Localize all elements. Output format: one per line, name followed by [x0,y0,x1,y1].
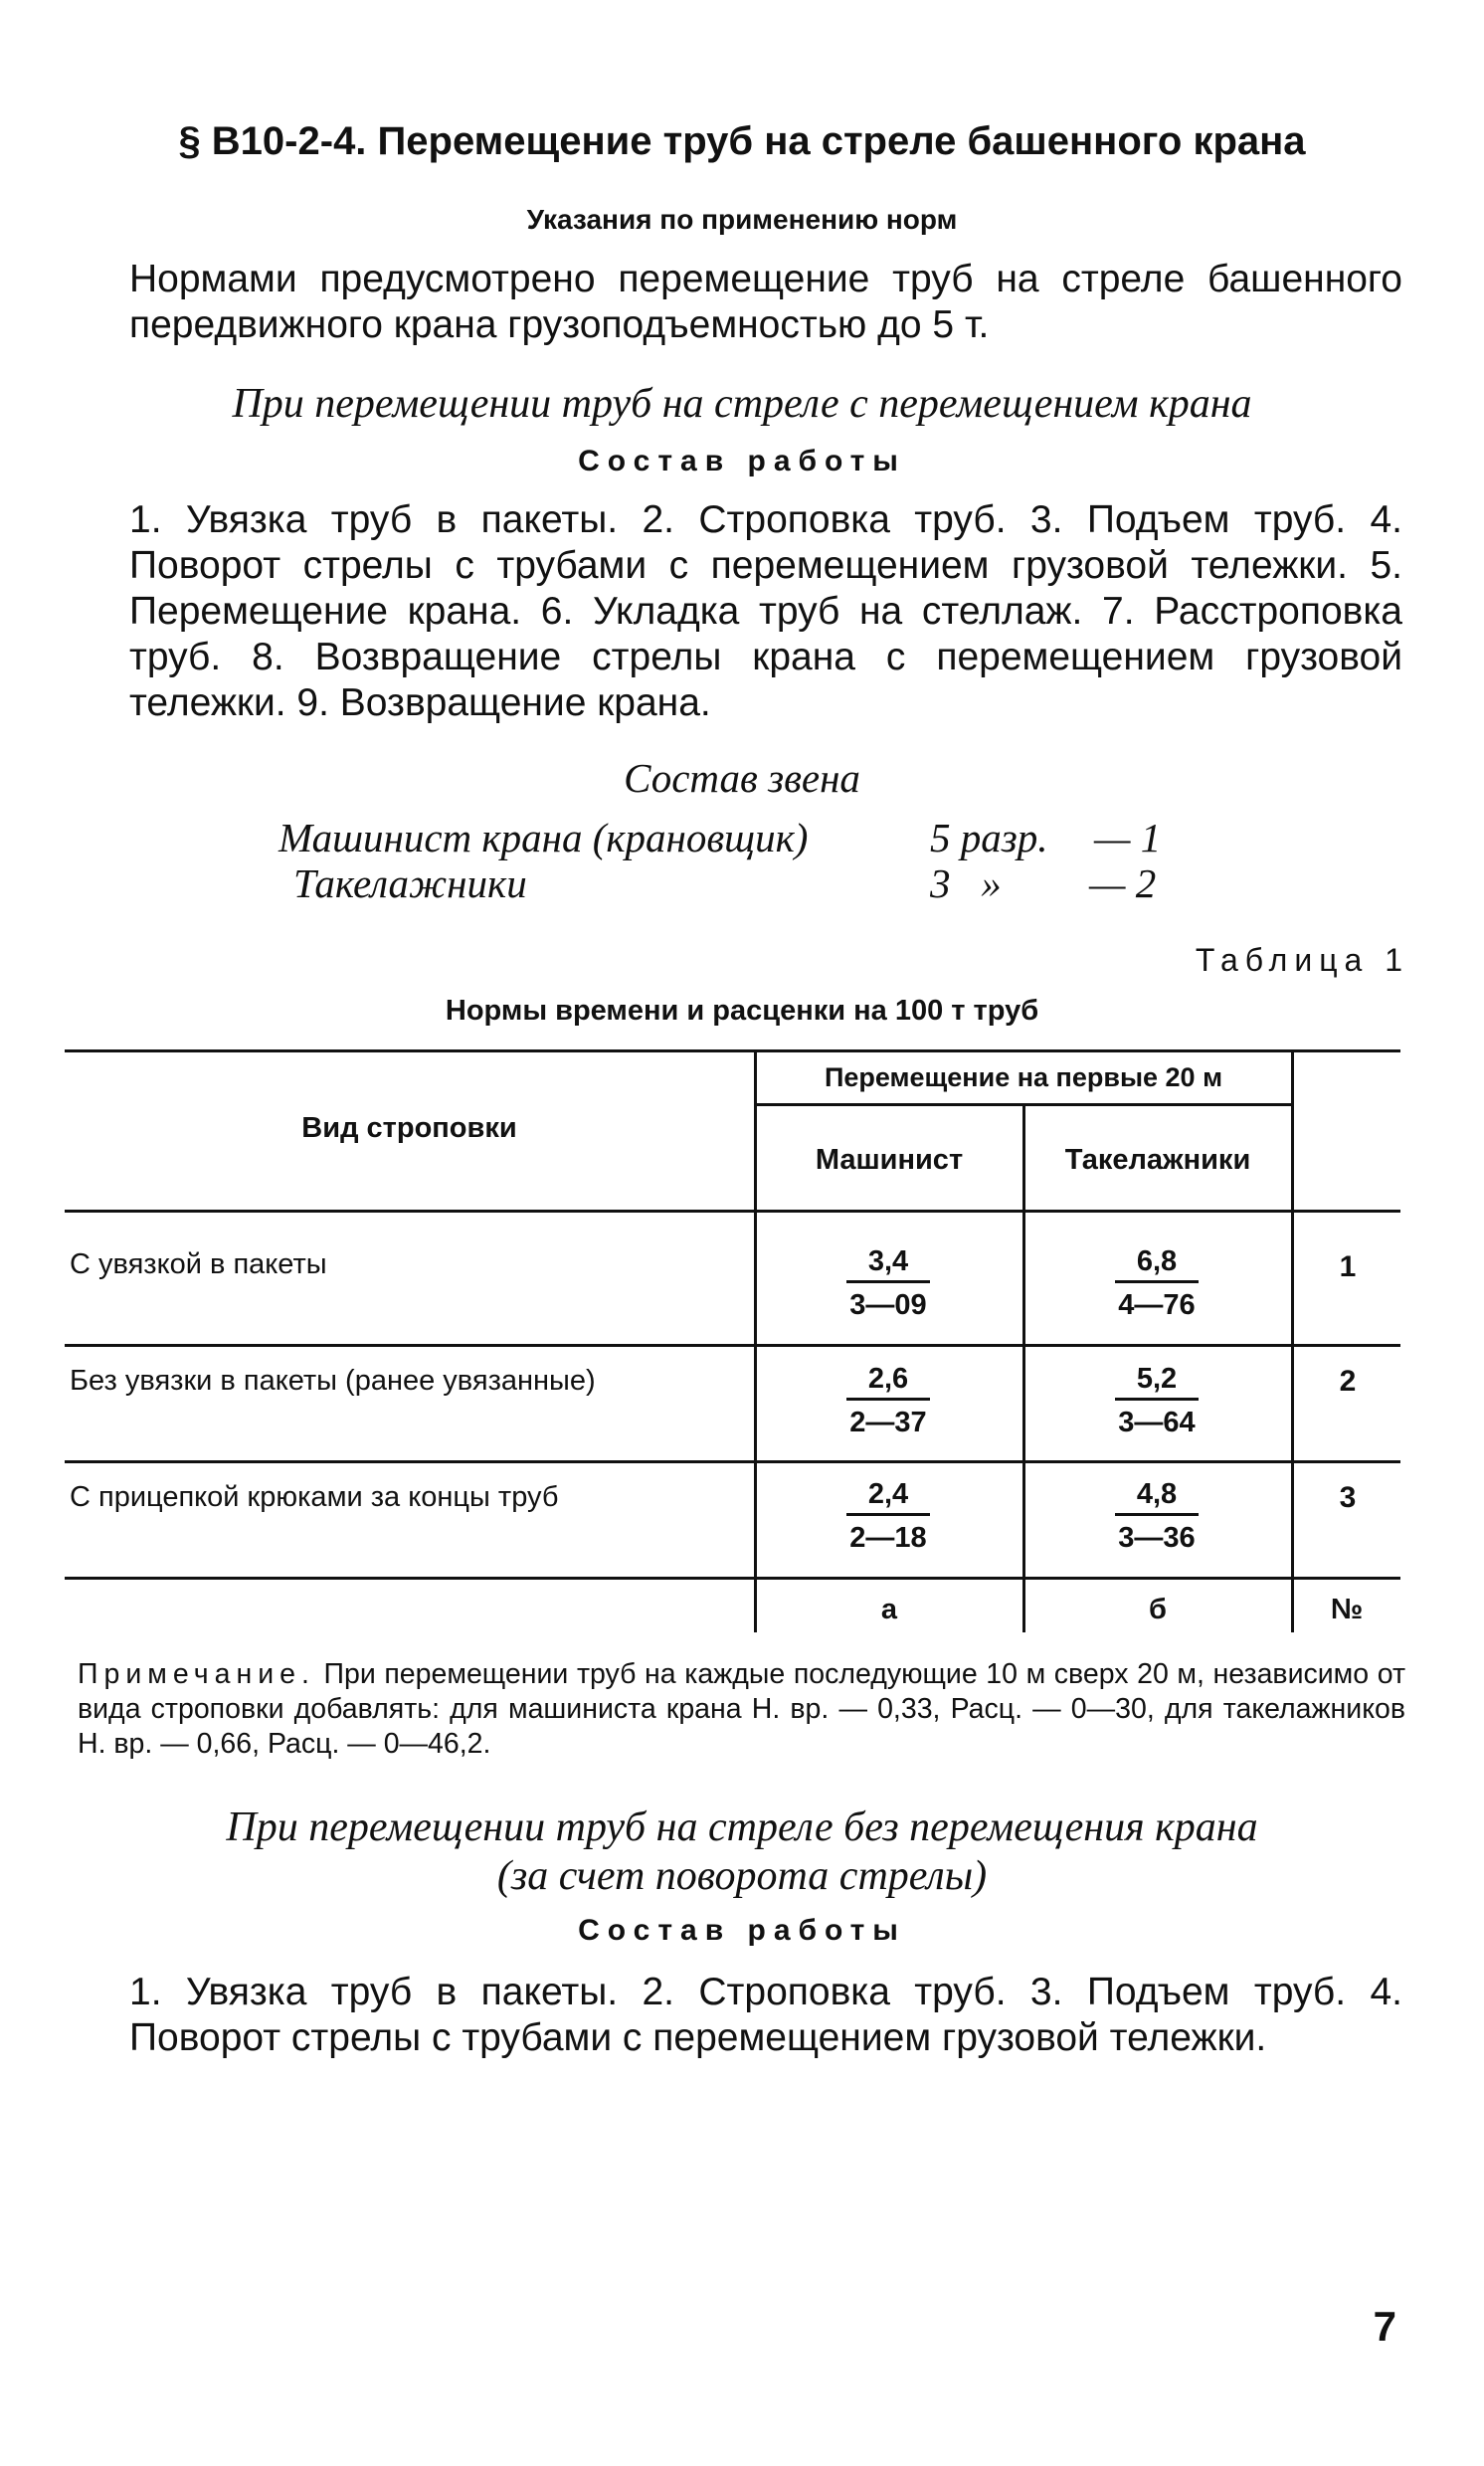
col-header-type: Вид строповки [301,1112,517,1144]
col-header-group: Перемещение на первые 20 м [824,1062,1223,1092]
machinist-value: $\frac{3,4}{3—09}$ [759,1245,1018,1322]
col-footer-num: № [1330,1594,1364,1625]
riggers-value: $\frac{5,2}{3—64}$ [1027,1363,1286,1439]
part2-work-text: 1. Увязка труб в пакеты. 2. Строповка труб. 3. Подъем труб. 4. Поворот стрелы с трубами с перемещением грузовой тележки. [129,1971,1402,2059]
usage-text: Нормами предусмотрено перемещение труб на стреле башенного передвижного крана грузоподъемностью до 5 т. [129,258,1402,346]
part2-work-heading: Состав работы [578,1914,906,1947]
page-number: 7 [1373,2303,1396,2350]
table-rule [65,1210,1400,1213]
row-number: 1 [1339,1250,1357,1283]
riggers-value: $\frac{4,8}{3—36}$ [1027,1478,1286,1555]
part1-heading: При перемещении труб на стреле с перемещением крана [232,381,1252,427]
machinist-value: $\frac{2,4}{2—18}$ [759,1478,1018,1555]
crew-heading: Состав звена [624,755,860,801]
part1-work-text: 1. Увязка труб в пакеты. 2. Строповка труб. 3. Подъем труб. 4. Поворот стрелы с трубами с перемещением грузовой тележки. 5. Перемещение крана. 6. Укладка труб на стеллаж. 7. Расстроповка труб. 8. Возвращение стрелы крана с перемещением грузовой тележки. 9. Возвращение крана. [129,498,1402,724]
crew-row [293,859,1288,907]
row-name: С прицепкой крюками за концы труб [70,1481,559,1513]
table-rule [1022,1103,1025,1632]
table-rule [65,1577,1400,1580]
table-caption: Нормы времени и расценки на 100 т труб [445,995,1039,1027]
col-footer-a: а [880,1594,898,1625]
table-rule [65,1049,1400,1052]
table-rule [65,1344,1400,1347]
machinist-value: $\frac{2,6}{2—37}$ [759,1363,1018,1439]
crew-count: — 1 [1094,815,1162,860]
table-rule [65,1460,1400,1463]
note-text: При перемещении труб на каждые последующие 10 м сверх 20 м, независимо от вида строповки добавлять: для машиниста крана Н. вр. — 0,33, Расц. — 0—30, для такелажников Н. вр. — 0,66, Расц. — 0—46,2. [78,1658,1405,1760]
table-rule [1291,1049,1294,1632]
col-header-riggers: Такелажники [1064,1144,1251,1176]
row-name: С увязкой в пакеты [70,1248,327,1280]
crew-grade: 3 » [930,860,1002,906]
part1-work-heading: Состав работы [578,445,906,477]
crew-role: Такелажники [293,860,527,906]
usage-heading: Указания по применению норм [526,204,958,235]
row-number: 2 [1339,1365,1357,1398]
part2-heading-line1: При перемещении труб на стреле без перемещения крана [226,1804,1258,1850]
col-footer-b: б [1149,1594,1167,1625]
note-label: Примечание. [78,1658,315,1690]
crew-grade: 5 разр. [930,815,1048,860]
crew-row [278,814,1273,861]
row-name: Без увязки в пакеты (ранее увязанные) [70,1365,596,1397]
table-label: Таблица 1 [1195,942,1409,978]
part2-heading-line2: (за счет поворота стрелы) [496,1853,988,1899]
table-rule [754,1049,757,1632]
crew-role: Машинист крана (крановщик) [278,815,809,860]
crew-count: — 2 [1089,860,1157,906]
row-number: 3 [1339,1481,1357,1514]
table-note [78,1657,1405,1762]
section-title: § В10-2-4. Перемещение труб на стреле башенного крана [178,119,1306,163]
col-header-machinist: Машинист [815,1144,964,1176]
riggers-value: $\frac{6,8}{4—76}$ [1027,1245,1286,1322]
